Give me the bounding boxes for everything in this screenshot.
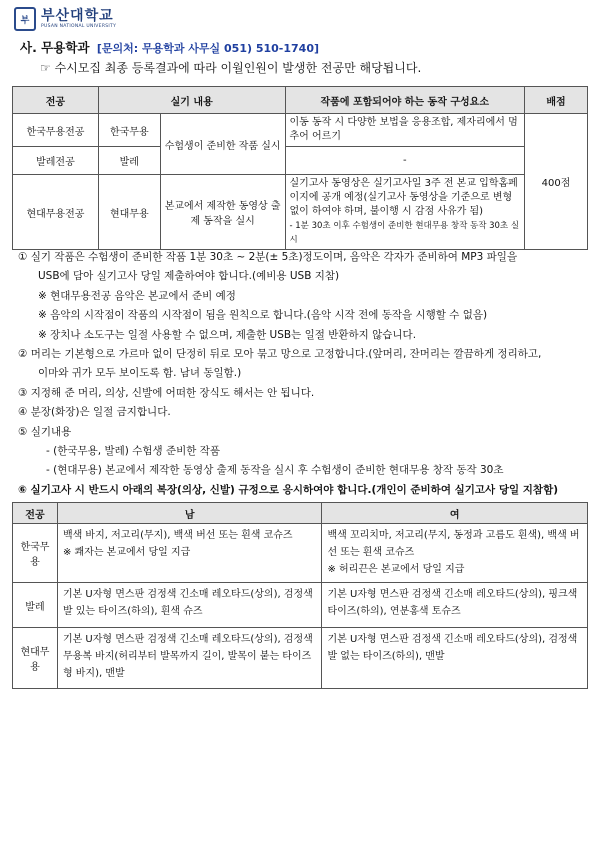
header-male: 남: [57, 503, 322, 524]
note-line: 이마와 귀가 모두 보이도록 함. 남녀 동일함.): [38, 367, 242, 380]
table-row: [13, 524, 588, 583]
section-title-text: 사. 무용학과: [20, 40, 90, 55]
header-female: 여: [322, 503, 588, 524]
note-line: ※ 장치나 소도구는 일절 사용할 수 없으며, 제출한 USB는 일절 반환하지 않습니다.: [38, 328, 417, 341]
note-line: ※ 현대무용전공 음악은 본교에서 준비 예정: [38, 289, 236, 302]
cell-male: 기본 U자형 면스판 검정색 긴소매 레오타드(상의), 검정색 무용복 바지(허리부터 발목까지 길이, 발목이 붙는 타이즈형 바지), 맨발: [57, 628, 322, 689]
cell-major: 현대무용: [13, 628, 58, 689]
header-elements: 작품에 포함되어야 하는 동작 구성요소: [285, 87, 525, 114]
practical-exam-table: [12, 86, 588, 250]
header-major: 전공: [13, 503, 58, 524]
note-line: USB에 담아 실기고사 당일 제출하여야 합니다.(예비용 USB 지참): [38, 270, 340, 283]
note-line: ⑥ 실기고사 시 반드시 아래의 복장(의상, 신발) 규정으로 응시하여야 합니다.(개인이 준비하여 실기고사 당일 지참함): [18, 483, 559, 496]
notice-text: ☞ 수시모집 최종 등록결과에 따라 이월인원이 발생한 전공만 해당됩니다.: [40, 61, 422, 75]
cell-content: 본교에서 제작한 동영상 출제 동작을 실시: [160, 175, 285, 250]
university-name: [41, 9, 116, 29]
note-line: ④ 분장(화장)은 일절 금지합니다.: [18, 406, 171, 419]
male-attire: 백색 바지, 저고리(무지), 백색 버선 또는 흰색 코슈즈: [62, 530, 293, 541]
cell-female: 기본 U자형 면스판 검정색 긴소매 레오타드(상의), 핑크색 타이즈(하의), 연분홍색 토슈즈: [322, 583, 588, 628]
female-attire: 백색 꼬리치마, 저고리(무지, 동정과 고름도 흰색), 백색 버선 또는 흰색 코슈즈: [327, 530, 580, 558]
cell-subject: 현대무용: [98, 175, 160, 250]
cell-score: 400점: [525, 114, 588, 250]
cell-female: [322, 524, 588, 583]
contact-info: [문의처: 무용학과 사무실 051) 510-1740]: [96, 42, 320, 55]
table-row: [13, 114, 588, 147]
notes-list: [18, 248, 590, 500]
attire-table: [12, 502, 588, 689]
note-line: - (한국무용, 발레) 수험생 준비한 작품: [46, 445, 221, 458]
note-line: ① 실기 작품은 수험생이 준비한 작품 1분 30초 ~ 2분(± 5초)정도이며, 음악은 각자가 준비하여 MP3 파일을: [18, 251, 518, 263]
header-major: 전공: [13, 87, 99, 114]
table-row: [13, 175, 588, 250]
table-row: [13, 628, 588, 689]
university-header: [14, 7, 116, 31]
elements-text: 실기고사 동영상은 실기고사일 3주 전 본교 입학홈페이지에 공개 예정(실기고사 동영상을 기준으로 변형없이 하여야 하며, 불이행 시 감점 사유가 됨): [289, 178, 518, 217]
note-line: ⑤ 실기내용: [18, 425, 72, 438]
header-content: 실기 내용: [98, 87, 285, 114]
female-note: ※ 허리끈은 본교에서 당일 지급: [327, 564, 465, 575]
header-score: 배점: [525, 87, 588, 114]
university-logo: [14, 7, 36, 31]
cell-major: 발레전공: [13, 147, 99, 175]
cell-male: 기본 U자형 면스판 검정색 긴소매 레오타드(상의), 검정색 발 있는 타이즈(하의), 흰색 슈즈: [57, 583, 322, 628]
note-line: ※ 음악의 시작점이 작품의 시작점이 됨을 원칙으로 합니다.(음악 시작 전에 동작을 시행할 수 없음): [38, 309, 488, 322]
note-line: ③ 지정해 준 머리, 의상, 신발에 어떠한 장식도 해서는 안 됩니다.: [18, 386, 315, 399]
table-row: [13, 147, 588, 175]
university-name-ko: 부산대학교: [41, 8, 114, 24]
table-header-row: [13, 503, 588, 524]
cell-major: 한국무용: [13, 524, 58, 583]
note-line: ② 머리는 기본형으로 가르마 없이 단정히 뒤로 모아 묶고 망으로 고정합니다.(앞머리, 잔머리는 깔끔하게 정리하고,: [18, 348, 542, 361]
cell-male: [57, 524, 322, 583]
section-title: [20, 38, 319, 56]
cell-elements: -: [285, 147, 525, 175]
cell-elements: 이동 동작 시 다양한 보법을 응용조합, 제자리에서 멈추어 어르기: [285, 114, 525, 147]
university-name-en: PUSAN NATIONAL UNIVERSITY: [41, 24, 117, 29]
cell-elements: [285, 175, 525, 250]
cell-subject: 발레: [98, 147, 160, 175]
cell-subject: 한국무용: [98, 114, 160, 147]
cell-shared-content: 수험생이 준비한 작품 실시: [160, 114, 285, 175]
note-line: - (현대무용) 본교에서 제작한 동영상 출제 동작을 실시 후 수험생이 준비한 현대무용 창작 동작 30초: [46, 464, 504, 477]
cell-major: 발레: [13, 583, 58, 628]
table-header-row: [13, 87, 588, 114]
table-row: [13, 583, 588, 628]
cell-major: 한국무용전공: [13, 114, 99, 147]
cell-female: 기본 U자형 면스판 검정색 긴소매 레오타드(상의), 검정색 발 없는 타이즈(하의), 맨발: [322, 628, 588, 689]
logo-glyph: 부: [20, 15, 30, 26]
male-note: ※ 쾌자는 본교에서 당일 지급: [62, 547, 191, 558]
cell-major: 현대무용전공: [13, 175, 99, 250]
elements-note: - 1분 30초 이후 수험생이 준비한 현대무용 창작 동작 30초 실시: [289, 221, 520, 245]
